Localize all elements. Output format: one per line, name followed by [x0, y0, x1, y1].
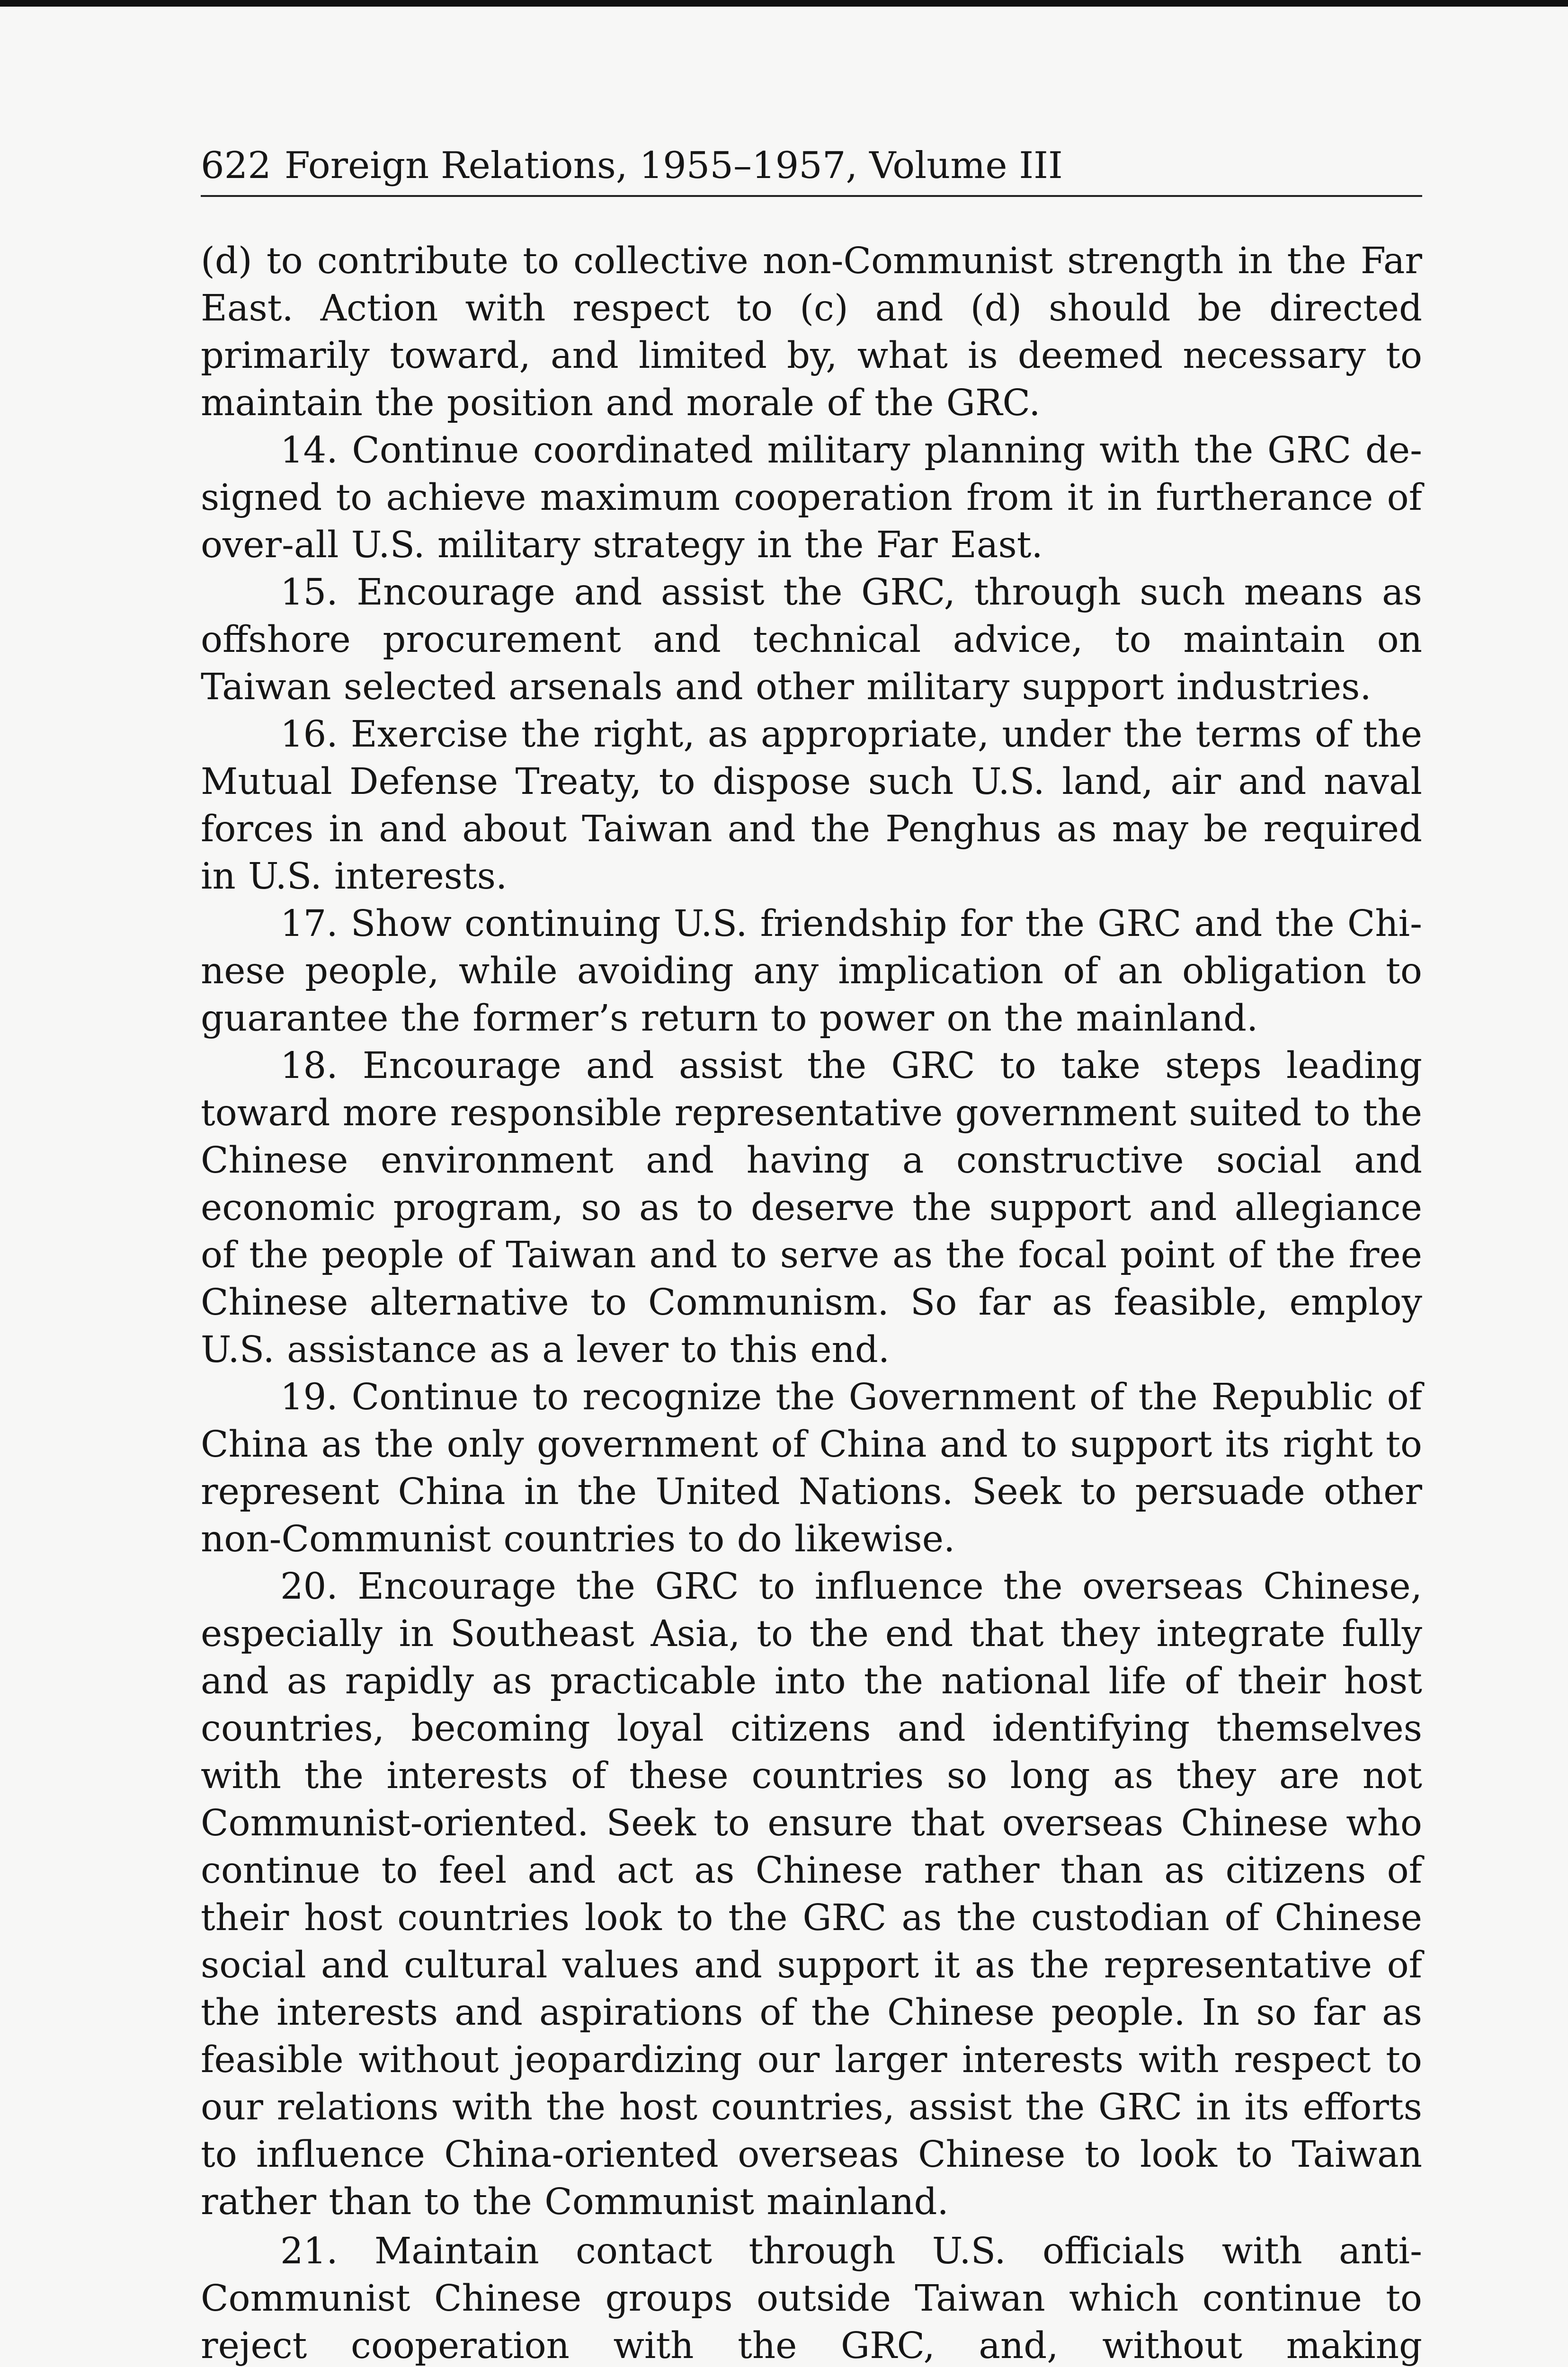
- document-page: [201, 142, 1422, 2367]
- scan-top-edge: [0, 0, 1568, 7]
- paragraph-16: 16. Exercise the right, as appropriate, under the terms of the Mutual Defense Treaty, to dispose such U.S. land, air and naval forces in and about Taiwan and the Penghus as may be required in U.S. interests.: [201, 713, 1422, 898]
- running-head: [201, 142, 1422, 197]
- running-title: Foreign Relations, 1955–1957, Volume III: [284, 144, 1063, 187]
- page-number: 622: [201, 144, 271, 187]
- paragraph-17: 17. Show continuing U.S. friendship for the GRC and the Chinese people, while avoiding any implication of an obligation to guarantee the former’s return to power on the mainland.: [201, 903, 1422, 1040]
- paragraph-15: 15. Encourage and assist the GRC, through such means as offshore procurement and technical advice, to maintain on Taiwan selected arsenals and other military support industries.: [201, 571, 1422, 708]
- paragraph-13d-continuation: (d) to contribute to collective non-Communist strength in the Far East. Action with respect to (c) and (d) should be directed primarily toward, and limited by, what is deemed necessary to maintain the position and morale of the GRC.: [201, 240, 1422, 424]
- body-text: [201, 238, 1422, 2367]
- paragraph-14: 14. Continue coordinated military planning with the GRC designed to achieve maximum cooperation from it in furtherance of over-all U.S. military strategy in the Far East.: [201, 429, 1422, 566]
- paragraph-21: 21. Maintain contact through U.S. officials with anti-Communist Chinese groups outside Taiwan which continue to reject cooperation with the GRC, and, without making: [201, 2230, 1422, 2367]
- paragraph-20: 20. Encourage the GRC to influence the overseas Chinese, especially in Southeast Asia, to the end that they integrate fully and as rapidly as practicable into the national life of their host countries, becoming loyal citizens and identifying themselves with the interests of these countries so long as they are not Communist-oriented. Seek to ensure that overseas Chinese who continue to feel and act as Chinese rather than as citizens of their host countries look to the GRC as the custodian of Chinese social and cultural values and support it as the representative of the interests and aspirations of the Chinese people. In so far as feasible without jeopardizing our larger interests with respect to our relations with the host countries, assist the GRC in its efforts to influence China-oriented overseas Chinese to look to Taiwan rather than to the Communist mainland.: [201, 1566, 1422, 2223]
- paragraph-19: 19. Continue to recognize the Government of the Republic of China as the only government of China and to support its right to represent China in the United Nations. Seek to persuade other non-Communist countries to do likewise.: [201, 1376, 1422, 1560]
- paragraph-18: 18. Encourage and assist the GRC to take steps leading toward more responsible representative government suited to the Chinese environment and having a constructive social and economic program, so as to deserve the support and allegiance of the people of Taiwan and to serve as the focal point of the free Chinese alternative to Communism. So far as feasible, employ U.S. assistance as a lever to this end.: [201, 1045, 1422, 1371]
